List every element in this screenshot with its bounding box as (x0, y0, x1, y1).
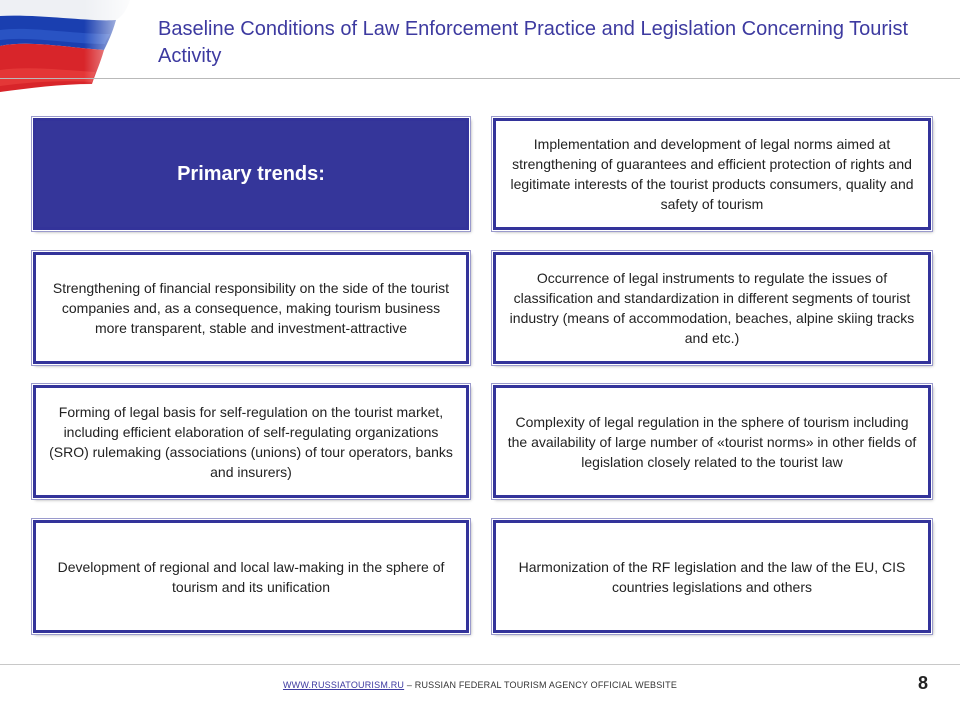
trend-card-text: Development of regional and local law-making in the sphere of tourism and its unification (57, 558, 445, 595)
page-title: Baseline Conditions of Law Enforcement Practice and Legislation Concerning Tourist Activity (158, 18, 909, 67)
trend-card-right-3 (493, 385, 931, 498)
trend-card-left-2 (33, 252, 469, 364)
trend-card-text: Harmonization of the RF legislation and the law of the EU, CIS countries legislations and others (518, 558, 906, 595)
footer (0, 680, 960, 690)
russian-flag-image (0, 0, 140, 96)
trend-card-text: Strengthening of financial responsibility on the side of the tourist companies and, as a consequence, making tourism business more transparent, stable and investment-attractive (52, 280, 450, 336)
title-divider (0, 78, 960, 79)
trend-card-text: Forming of legal basis for self-regulation on the tourist market, including efficient elaboration of self-regulating organizations (SRO) rulemaking (associations (unions) of tour operators, banks and insurers) (49, 403, 453, 480)
trend-card-left-3 (33, 385, 469, 498)
footer-divider (0, 664, 960, 665)
primary-trends-box (33, 118, 469, 230)
page-number: 8 (918, 673, 929, 693)
trend-card-right-4 (493, 520, 931, 633)
website-link[interactable]: WWW.RUSSIATOURISM.RU (282, 680, 405, 690)
footer-text: – RUSSIAN FEDERAL TOURISM AGENCY OFFICIAL WEBSITE (404, 680, 678, 690)
trend-card-right-1 (493, 118, 931, 230)
trend-card-text: Complexity of legal regulation in the sphere of tourism including the availability of large number of «tourist norms» in other fields of legislation closely related to the tourist law (507, 413, 917, 470)
trend-card-text: Implementation and development of legal norms aimed at strengthening of guarantees and efficient protection of rights and legitimate interests of the tourist products consumers, quality and safety of tourism (510, 136, 914, 212)
primary-trends-label: Primary trends: (177, 163, 325, 185)
trend-card-left-4 (33, 520, 469, 633)
trend-card-right-2 (493, 252, 931, 364)
trend-card-text: Occurrence of legal instruments to regulate the issues of classification and standardization in different segments of tourist industry (means of accommodation, beaches, alpine skiing tracks and etc.) (509, 270, 915, 346)
